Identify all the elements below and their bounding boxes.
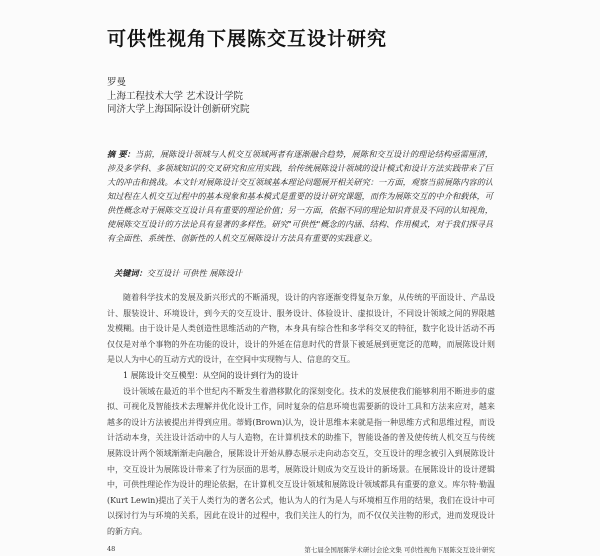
- abstract-label: 摘 要：: [107, 149, 135, 159]
- page-number: 48: [107, 545, 116, 553]
- keywords-label: 关键词：: [114, 268, 147, 278]
- section-heading: 1 展陈设计交互模型：从空间的设计到行为的设计: [123, 370, 299, 380]
- author-block: [107, 76, 250, 117]
- section-paragraph: 设计领域在最近的半个世纪内不断发生着潜移默化的深刻变化。技术的发展使我们能够利用不断进步的虚拟、可视化及智能技术去理解并优化设计工作，同时复杂的信息环境也需要新的设计工具和方法来应对，越来越多的设计方法被提出并得到应用。蒂姆(Brown)认为，设计思维本来就是指一种思维方式和思维过程，而设计活动本身，关注设计活动中的人与人造物，在计算机技术的助推下，智能设备的普及使传统人机交互与传统展陈设计两个领域渐渐走向融合，展陈设计开始从静态展示走向动态交互，交互设计的理念被引入到展陈设计中，交互设计为展陈设计带来了行为层面的思考，展陈设计则成为交互设计的新场景。在展陈设计的设计逻辑中，可供性理论作为设计的理论依据，在计算机交互设计领域和展陈设计领域都具有重要的意义。库尔特·勒温(Kurt Lewin)提出了关于人类行为的著名公式，他认为人的行为是人与环境相互作用的结果，我们在设计中可以探讨行为与环境的关系，因此在设计的过程中，我们关注人的行为，而不仅仅关注物的形式，进而发现设计的新方向。: [107, 386, 495, 536]
- page-title: 可供性视角下展陈交互设计研究: [107, 28, 388, 50]
- abstract: [107, 147, 493, 245]
- affiliation-1: 上海工程技术大学 艺术设计学院: [107, 90, 244, 102]
- keywords: [114, 268, 242, 279]
- affiliation-2: 同济大学上海国际设计创新研究院: [107, 104, 250, 115]
- abstract-text: 当前，展陈设计领域与人机交互领域两者有逐渐融合趋势，展陈和交互设计的理论结构亟需厘清，涉及多学科、多领域知识的交叉研究和应用实践，给传统展陈设计领域的设计模式和设计方法实践带来了巨大的冲击和挑战。本文针对展陈设计交互领域基本理论问题展开相关研究：一方面，观察当前展陈内容的认知过程在人机交互过程中的基本现象和基本模式是重要的设计研究课题，而作为展陈交互的中介和载体，可供性概念对于展陈交互设计具有重要的理论价值；另一方面，依据不同的理论知识背景及不同的认知视角，使展陈交互设计的方法论具有显著的多样性。研究"可供性"概念的内涵、结构、作用模式，对于我们探寻具有全面性、系统性、创新性的人机交互展陈设计方法具有重要的实践意义。: [107, 149, 493, 243]
- body-text: [107, 290, 495, 540]
- journal-running-title: 第七届全国展陈学术研讨会论文集 可供性视角下展陈交互设计研究: [304, 546, 495, 554]
- author-name: 罗曼: [107, 77, 127, 88]
- keywords-text: 交互设计 可供性 展陈设计: [146, 268, 243, 278]
- intro-paragraph: 随着科学技术的发展及新兴形式的不断涌现，设计的内容逐渐变得复杂万象，从传统的平面设计、产品设计、服装设计、环境设计，到今天的交互设计、服务设计、体验设计、虚拟设计，不同设计领域之间的界限越发模糊。由于设计是人类创造性思维活动的产物，本身具有综合性和多学科交叉的特征，数字化设计活动不再仅仅是对单个事物的外在功能的设计，设计的外延在信息时代的背景下被延展到更宽泛的范畴，而展陈设计则是以人为中心的互动方式的设计，在空间中实现物与人、信息的交互。: [107, 293, 495, 365]
